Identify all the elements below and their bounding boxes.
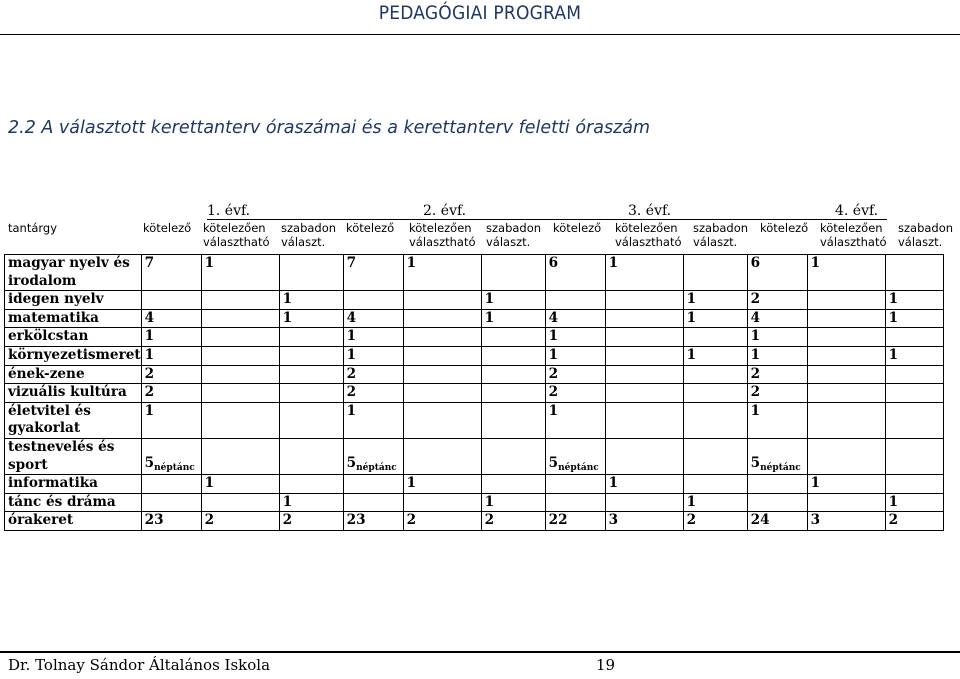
hours-cell	[545, 438, 605, 474]
col-header-kotelezo: kötelező	[346, 221, 395, 235]
table-row	[5, 328, 944, 347]
section-heading: 2.2 A választott kerettanterv óraszámai és a kerettanterv feletti óraszám	[8, 118, 651, 138]
hours-cell: 1	[141, 346, 201, 365]
hours-cell	[807, 346, 885, 365]
hours-cell: 1	[885, 309, 943, 328]
hours-cell: 1	[683, 346, 747, 365]
hours-cell	[279, 384, 343, 403]
hours-cell: 2	[747, 365, 807, 384]
hours-cell: 1	[343, 328, 403, 347]
hours-cell	[201, 402, 279, 438]
footer-divider	[0, 651, 960, 653]
table-row	[5, 346, 944, 365]
hours-table-body	[5, 255, 944, 531]
hours-value: 5	[548, 454, 559, 471]
hours-cell	[403, 328, 481, 347]
hours-cell: 1	[279, 493, 343, 512]
table-row	[5, 309, 944, 328]
hours-cell: 1	[545, 346, 605, 365]
hours-cell	[545, 475, 605, 494]
hours-cell: 7	[343, 255, 403, 291]
table-row	[5, 255, 944, 291]
hours-cell: 22	[545, 512, 605, 531]
subject-name-cell: tánc és dráma	[5, 493, 142, 512]
hours-cell	[683, 365, 747, 384]
hours-cell	[201, 291, 279, 310]
hours-cell	[481, 346, 545, 365]
hours-cell: 23	[141, 512, 201, 531]
subject-name-cell: informatika	[5, 475, 142, 494]
hours-cell	[201, 365, 279, 384]
hours-cell	[141, 493, 201, 512]
hours-cell: 2	[747, 384, 807, 403]
hours-cell: 1	[683, 493, 747, 512]
hours-cell	[201, 438, 279, 474]
col-header-kv-line2: választható	[203, 235, 270, 249]
hours-cell: 1	[201, 255, 279, 291]
hours-cell: 1	[807, 475, 885, 494]
hours-cell	[605, 365, 683, 384]
col-header-kv-line2: választható	[409, 235, 476, 249]
hours-cell: 24	[747, 512, 807, 531]
hours-cell: 1	[481, 309, 545, 328]
hours-cell	[605, 328, 683, 347]
hours-cell	[605, 402, 683, 438]
hours-cell	[885, 475, 943, 494]
hours-cell: 1	[605, 255, 683, 291]
hours-value: 5	[346, 454, 357, 471]
hours-cell: 1	[605, 475, 683, 494]
hours-cell	[201, 309, 279, 328]
hours-cell	[279, 346, 343, 365]
hours-cell: 1	[885, 493, 943, 512]
hours-cell	[403, 493, 481, 512]
footer-school-name: Dr. Tolnay Sándor Általános Iskola	[8, 656, 271, 674]
table-row	[5, 493, 944, 512]
folk-dance-subscript: néptánc	[356, 462, 397, 473]
hours-cell	[403, 402, 481, 438]
hours-cell	[807, 291, 885, 310]
folk-dance-subscript: néptánc	[558, 462, 599, 473]
hours-cell	[885, 255, 943, 291]
subject-name-cell: környezetismeret	[5, 346, 142, 365]
hours-cell: 1	[481, 291, 545, 310]
hours-cell	[807, 402, 885, 438]
table-row	[5, 402, 944, 438]
folk-dance-subscript: néptánc	[760, 462, 801, 473]
hours-cell: 1	[201, 475, 279, 494]
hours-cell: 1	[343, 346, 403, 365]
hours-cell: 1	[343, 402, 403, 438]
hours-cell	[343, 493, 403, 512]
hours-cell	[605, 384, 683, 403]
year-header-row	[0, 203, 960, 219]
hours-cell: 7	[141, 255, 201, 291]
hours-cell	[403, 384, 481, 403]
hours-cell	[807, 328, 885, 347]
col-header-kv-line2: választható	[820, 235, 887, 249]
hours-cell: 1	[885, 291, 943, 310]
col-header-sz-line1: szabadon	[898, 221, 954, 235]
hours-cell	[403, 291, 481, 310]
col-header-sz-line2: választ.	[693, 235, 738, 249]
hours-cell	[605, 291, 683, 310]
hours-cell	[481, 438, 545, 474]
hours-cell: 2	[885, 512, 943, 531]
hours-cell: 2	[403, 512, 481, 531]
hours-cell	[747, 493, 807, 512]
hours-cell: 2	[141, 384, 201, 403]
col-header-kv-line1: kötelezően	[409, 221, 472, 235]
subject-name-cell: erkölcstan	[5, 328, 142, 347]
hours-cell	[807, 438, 885, 474]
hours-cell	[201, 346, 279, 365]
hours-cell	[683, 384, 747, 403]
hours-cell: 1	[545, 402, 605, 438]
year-underline	[207, 219, 887, 220]
hours-cell: 2	[545, 365, 605, 384]
subject-name-cell: matematika	[5, 309, 142, 328]
col-header-kv-line2: választható	[615, 235, 682, 249]
subject-name-cell: vizuális kultúra	[5, 384, 142, 403]
hours-cell	[807, 493, 885, 512]
hours-cell	[885, 328, 943, 347]
hours-cell: 2	[747, 291, 807, 310]
hours-cell	[403, 365, 481, 384]
col-header-subject: tantárgy	[8, 221, 58, 235]
year-label-1: 1. évf.	[207, 203, 251, 219]
hours-cell	[747, 475, 807, 494]
hours-cell	[279, 402, 343, 438]
hours-cell	[141, 291, 201, 310]
hours-cell	[683, 438, 747, 474]
table-row	[5, 291, 944, 310]
col-header-sz-line2: választ.	[898, 235, 943, 249]
col-header-kv-line1: kötelezően	[615, 221, 678, 235]
hours-cell	[683, 255, 747, 291]
hours-cell	[885, 384, 943, 403]
hours-cell	[481, 475, 545, 494]
page-number: 19	[596, 656, 616, 674]
subject-name-cell: életvitel és gyakorlat	[5, 402, 142, 438]
hours-cell	[807, 384, 885, 403]
table-row	[5, 365, 944, 384]
hours-cell: 4	[141, 309, 201, 328]
hours-cell: 2	[141, 365, 201, 384]
col-header-sz-line1: szabadon	[486, 221, 542, 235]
hours-cell	[481, 384, 545, 403]
hours-cell	[279, 475, 343, 494]
col-header-kotelezo: kötelező	[553, 221, 602, 235]
subject-name-cell: idegen nyelv	[5, 291, 142, 310]
hours-cell	[605, 493, 683, 512]
year-label-4: 4. évf.	[835, 203, 879, 219]
hours-cell	[683, 402, 747, 438]
hours-cell	[201, 493, 279, 512]
hours-cell	[403, 438, 481, 474]
hours-cell: 3	[807, 512, 885, 531]
hours-cell	[201, 384, 279, 403]
hours-value: 5	[750, 454, 761, 471]
hours-cell: 1	[747, 402, 807, 438]
table-row	[5, 512, 944, 531]
hours-cell	[605, 438, 683, 474]
col-header-sz-line2: választ.	[281, 235, 326, 249]
hours-cell	[885, 365, 943, 384]
hours-cell	[885, 438, 943, 474]
hours-cell	[885, 402, 943, 438]
col-header-sz-line1: szabadon	[281, 221, 337, 235]
hours-table	[4, 254, 944, 531]
hours-cell	[807, 309, 885, 328]
hours-value: 5	[144, 454, 155, 471]
header-divider	[0, 34, 960, 35]
col-header-sz-line2: választ.	[486, 235, 531, 249]
hours-cell	[481, 255, 545, 291]
hours-cell: 4	[343, 309, 403, 328]
hours-cell: 1	[747, 328, 807, 347]
hours-cell: 23	[343, 512, 403, 531]
hours-cell	[683, 475, 747, 494]
folk-dance-subscript: néptánc	[154, 462, 195, 473]
hours-cell: 2	[279, 512, 343, 531]
subject-name-cell: ének-zene	[5, 365, 142, 384]
hours-cell	[605, 309, 683, 328]
hours-cell	[403, 346, 481, 365]
hours-cell: 2	[343, 365, 403, 384]
col-header-kv-line1: kötelezően	[820, 221, 883, 235]
hours-cell: 3	[605, 512, 683, 531]
hours-cell: 1	[747, 346, 807, 365]
hours-cell	[141, 475, 201, 494]
hours-cell: 1	[403, 475, 481, 494]
col-header-kv-line1: kötelezően	[203, 221, 266, 235]
subject-name-cell: magyar nyelv és irodalom	[5, 255, 142, 291]
hours-cell	[141, 438, 201, 474]
hours-cell: 1	[545, 328, 605, 347]
hours-cell: 2	[343, 384, 403, 403]
hours-cell	[279, 255, 343, 291]
hours-cell	[683, 328, 747, 347]
page-footer	[8, 656, 616, 674]
hours-cell: 1	[481, 493, 545, 512]
hours-cell	[343, 438, 403, 474]
col-header-sz-line1: szabadon	[693, 221, 749, 235]
hours-cell	[545, 493, 605, 512]
hours-cell: 1	[807, 255, 885, 291]
hours-cell: 1	[141, 402, 201, 438]
col-header-kotelezo: kötelező	[760, 221, 809, 235]
year-label-2: 2. évf.	[423, 203, 467, 219]
hours-cell: 1	[279, 309, 343, 328]
hours-cell	[481, 402, 545, 438]
hours-cell: 1	[403, 255, 481, 291]
hours-cell: 2	[481, 512, 545, 531]
hours-cell	[481, 328, 545, 347]
hours-cell: 4	[747, 309, 807, 328]
hours-cell: 2	[683, 512, 747, 531]
hours-cell	[201, 328, 279, 347]
hours-cell: 6	[545, 255, 605, 291]
hours-cell	[403, 309, 481, 328]
hours-cell	[279, 438, 343, 474]
column-header-row	[0, 221, 960, 253]
hours-cell: 1	[279, 291, 343, 310]
hours-cell	[605, 346, 683, 365]
hours-cell	[343, 291, 403, 310]
hours-cell: 2	[545, 384, 605, 403]
hours-cell	[545, 291, 605, 310]
hours-cell	[481, 365, 545, 384]
hours-cell: 1	[885, 346, 943, 365]
col-header-kotelezo: kötelező	[143, 221, 192, 235]
hours-cell	[279, 365, 343, 384]
hours-cell: 1	[683, 309, 747, 328]
table-row	[5, 475, 944, 494]
hours-cell: 1	[141, 328, 201, 347]
hours-cell: 4	[545, 309, 605, 328]
hours-cell	[279, 328, 343, 347]
year-label-3: 3. évf.	[628, 203, 672, 219]
page-header-title: PEDAGÓGIAI PROGRAM	[378, 2, 582, 24]
table-row	[5, 438, 944, 474]
hours-cell: 1	[683, 291, 747, 310]
hours-cell	[807, 365, 885, 384]
table-row	[5, 384, 944, 403]
hours-cell: 2	[201, 512, 279, 531]
subject-name-cell: órakeret	[5, 512, 142, 531]
hours-cell	[747, 438, 807, 474]
subject-name-cell: testnevelés és sport	[5, 438, 142, 474]
hours-cell: 6	[747, 255, 807, 291]
hours-cell	[343, 475, 403, 494]
